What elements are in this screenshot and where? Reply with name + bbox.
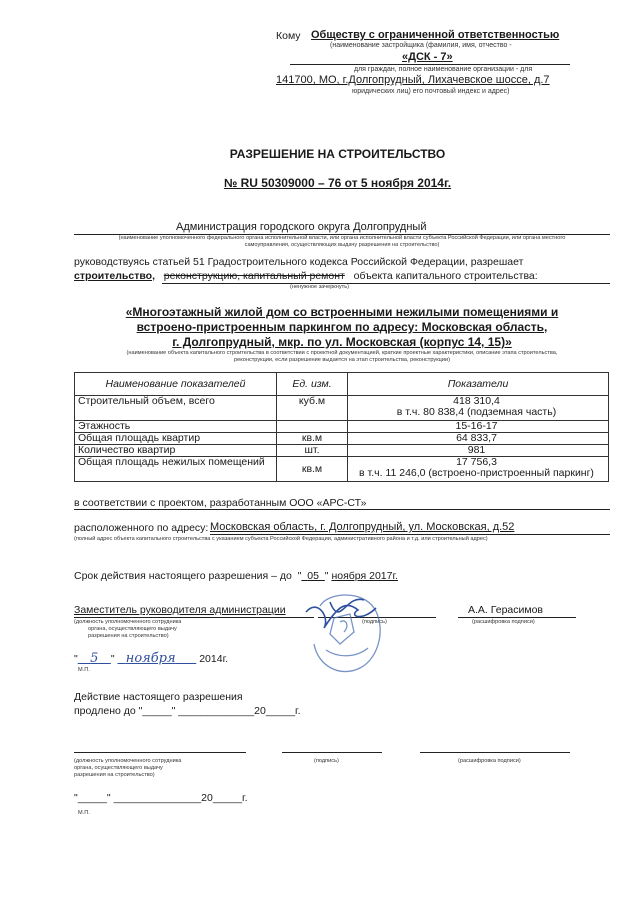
extension-date: "_____" _______________20_____г. <box>74 792 248 804</box>
row-unit <box>277 421 348 433</box>
extension-position-hint: (должность уполномоченного сотрудника органа, осуществляющего выдачу разрешения на строительство) <box>74 758 182 778</box>
project-text: в соответствии с проектом, разработанным ООО «АРС-СТ» <box>74 497 367 509</box>
table-row <box>75 445 609 457</box>
row-value: 981 <box>348 445 609 457</box>
row-unit: куб.м <box>277 396 348 421</box>
extension-signature-hint: (подпись) <box>314 758 339 764</box>
row-unit: кв.м <box>277 457 348 482</box>
signer-name: А.А. Герасимов <box>468 604 544 616</box>
object-hint: (наименование объекта капитального строительства в соответствии с проектной документацией, краткие проектные характеристики, описание этапа строительства, реконструкции, если разрешение выдается на этап строительства, реконструкции) <box>126 350 558 363</box>
table-row <box>75 457 609 482</box>
row-unit: кв.м <box>277 433 348 445</box>
extension-stamp-place-label: М.П. <box>78 810 90 816</box>
addressee-hint-2: для граждан, полное наименование организации - для <box>354 66 533 73</box>
addressee-address: 141700, МО, г.Долгопрудный, Лихачевское шоссе, д.7 <box>276 74 550 86</box>
addressee-hint-1: (наименование застройщика (фамилия, имя, отчество - <box>330 42 512 49</box>
location-hint: (полный адрес объекта капитального строительства с указанием субъекта Российской Федерации, административного района и т.д. или строительный адрес) <box>74 536 488 542</box>
row-value: 418 310,4 в т.ч. 80 838,4 (подземная часть) <box>348 396 609 421</box>
table-row <box>75 433 609 445</box>
location-label: расположенного по адресу: <box>74 522 209 534</box>
authority-hint: (наименование уполномоченного федерального органа исполнительной власти, или органа исполнительной власти субъекта Российской Федерации, или органа местного самоуправления, осуществляющих выдачу разрешения на строительство) <box>118 235 566 248</box>
header-value: Показатели <box>348 373 609 396</box>
row-value: 17 756,3 в т.ч. 11 246,0 (встроено-пристроенный паркинг) <box>348 457 609 482</box>
row-name: Этажность <box>75 421 277 433</box>
addressee-name: Обществу с ограниченной ответственностью <box>311 29 560 41</box>
permit-line-2: строительство, реконструкцию, капитальный ремонт объекта капитального строительства: <box>74 270 538 282</box>
signer-position-hint: (должность уполномоченного сотрудника органа, осуществляющего выдачу разрешения на строительство) <box>74 619 182 639</box>
row-name: Строительный объем, всего <box>75 396 277 421</box>
table-row <box>75 421 609 433</box>
indicators-table <box>74 372 609 482</box>
row-name: Общая площадь нежилых помещений <box>75 457 277 482</box>
stamp-place-label: М.П. <box>78 667 90 673</box>
signer-position: Заместитель руководителя администрации <box>74 604 286 616</box>
permit-hint: (ненужное зачеркнуть) <box>290 284 349 290</box>
document-title: РАЗРЕШЕНИЕ НА СТРОИТЕЛЬСТВО <box>229 147 446 161</box>
row-name: Количество квартир <box>75 445 277 457</box>
extension-line-1: Действие настоящего разрешения <box>74 691 243 703</box>
extension-line-2: продлено до "_____" _____________20_____г. <box>74 705 301 717</box>
authority-name: Администрация городского округа Долгопрудный <box>176 221 427 233</box>
permit-line-1: руководствуясь статьей 51 Градостроительного кодекса Российской Федерации, разрешает <box>74 256 524 268</box>
row-value: 15-16-17 <box>348 421 609 433</box>
row-value: 64 833,7 <box>348 433 609 445</box>
row-name: Общая площадь квартир <box>75 433 277 445</box>
official-seal-icon <box>300 588 390 674</box>
object-description: «Многоэтажный жилой дом со встроенными нежилыми помещениями и встроено-пристроенным паркингом по адресу: Московская область, г. Долгопрудный, мкр. по ул. Московская (корпус 14, 15)» <box>125 305 559 349</box>
document-number: № RU 50309000 – 76 от 5 ноября 2014г. <box>223 176 452 190</box>
row-unit: шт. <box>277 445 348 457</box>
header-unit: Ед. изм. <box>277 373 348 396</box>
signature-hint: (подпись) <box>362 619 387 625</box>
addressee-short-name: «ДСК - 7» <box>402 51 453 63</box>
addressee-address-hint: юридических лиц) его почтовый индекс и адрес) <box>352 88 510 95</box>
header-name: Наименование показателей <box>75 373 277 396</box>
signature-date: " 5 " ноября 2014г. <box>74 651 229 666</box>
table-header-row <box>75 373 609 396</box>
location-address: Московская область, г. Долгопрудный, ул. Московская, д.52 <box>210 521 515 533</box>
table-row <box>75 396 609 421</box>
signer-name-hint: (расшифровка подписи) <box>472 619 535 625</box>
validity-line: Срок действия настоящего разрешения – до " 05 " ноября 2017г. <box>74 570 398 582</box>
extension-name-hint: (расшифровка подписи) <box>458 758 521 764</box>
komu-label: Кому <box>276 30 301 42</box>
